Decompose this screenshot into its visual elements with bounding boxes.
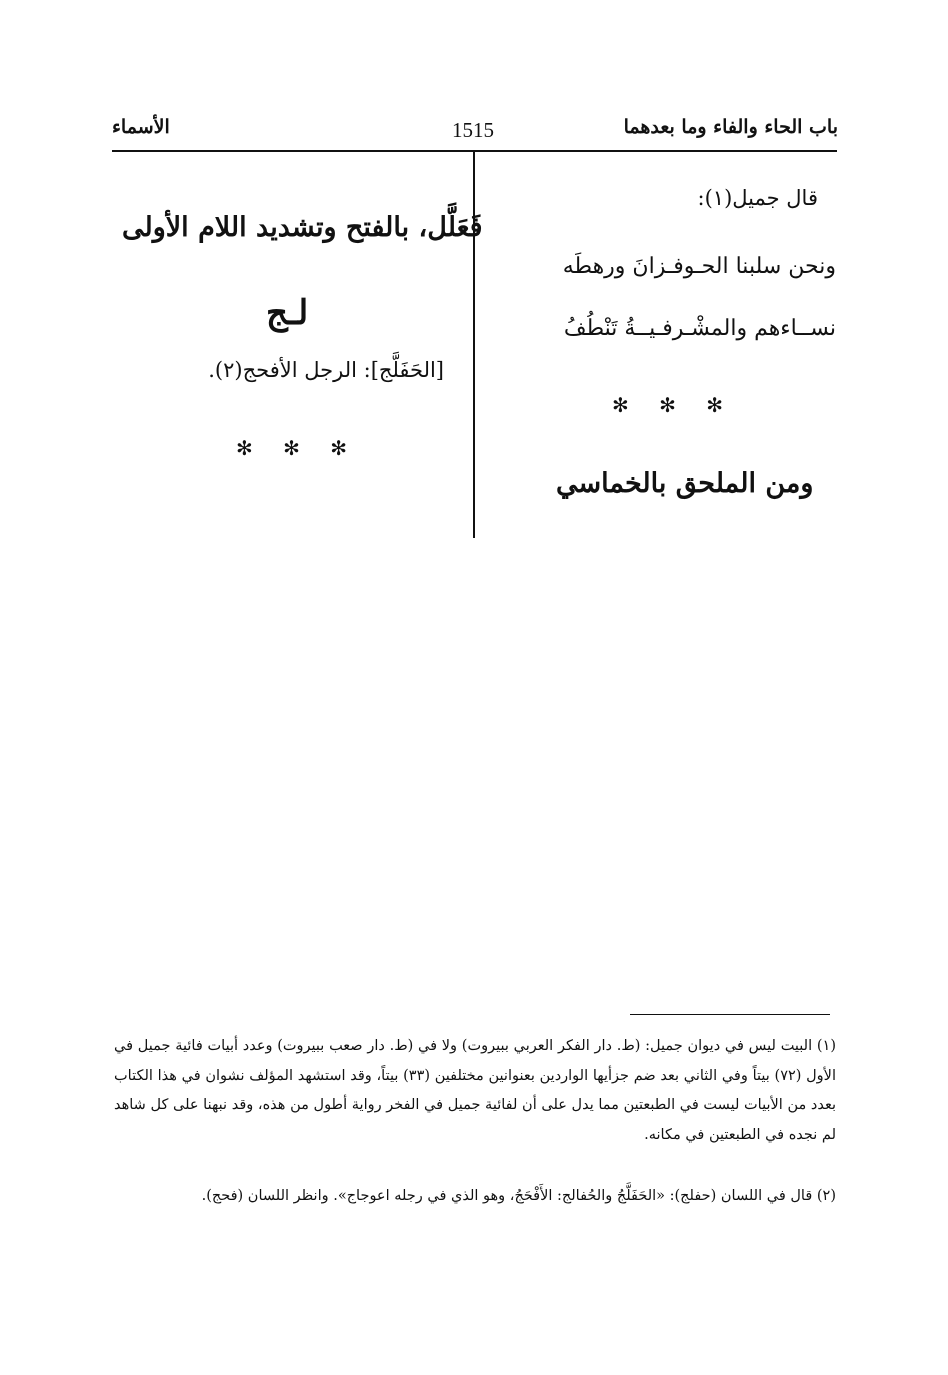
poet-attribution: قال جميل(١): (697, 186, 818, 210)
footnote-rule (630, 1014, 830, 1015)
running-header-chapter: باب الحاء والفاء وما بعدهما (623, 116, 838, 138)
column-divider (473, 150, 475, 538)
root-letters: لـج (266, 293, 309, 333)
footnote-2: (٢) قال في اللسان (حفلج): «الحَفَلَّجُ والحُفالج: الأَفْحَجُ، وهو الذي في رجله اعوجاج». وانظر اللسان (فحج). (201, 1188, 836, 1204)
running-header-section: الأسماء (112, 116, 170, 138)
section-heading-mulhaq: ومن الملحق بالخماسي (556, 468, 814, 499)
section-separator-stars: ✻ ✻ ✻ (612, 393, 735, 417)
page-number: 1515 (452, 118, 494, 142)
verse-first-hemistich: ونحن سلبنا الحـوفـزانَ ورهطَه (562, 254, 836, 279)
dictionary-entry: [الحَفَلَّج]: الرجل الأفحج(٢). (208, 358, 444, 382)
verse-second-hemistich: نســاءهم والمشْـرفـيــةُ تَنْطُفُ (563, 316, 836, 341)
footnote-1: (١) البيت ليس في ديوان جميل: (ط. دار الفكر العربي ببيروت) ولا في (ط. دار صعب ببيروت) وعدد أبيات فائية جميل في الأول (٧٢) بيتاً وفي الثاني بعد ضم جزأيها الواردين بعنوانين مختلفين (٣٣) بيتاً، وقد استشهد المؤلف نشوان في هذا الكتاب بعدد من الأبيات ليست في الطبعتين مما يدل على أن لفائية جميل في الفخر رواية أطول من هذه، وقد نبهنا على كل شاهد لم نجده في الطبعتين في مكانه. (114, 1038, 836, 1143)
entry-separator-stars: ✻ ✻ ✻ (236, 436, 359, 460)
pattern-heading: فَعَلَّل، بالفتح وتشديد اللام الأولى (122, 212, 483, 243)
